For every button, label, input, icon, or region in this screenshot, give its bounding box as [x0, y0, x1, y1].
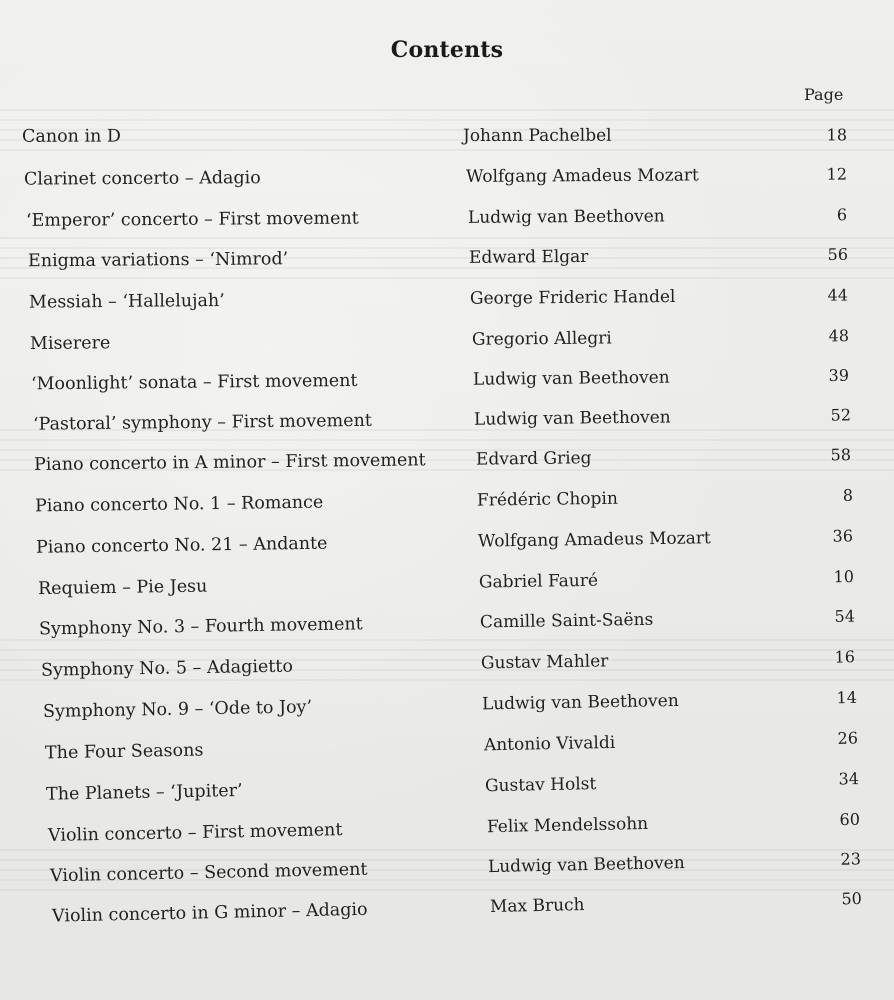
toc-entry	[0, 767, 894, 808]
piece-title: Piano concerto No. 21 – Andante	[35, 533, 328, 558]
page-number: 12	[826, 164, 848, 184]
composer-name: Frédéric Chopin	[476, 488, 618, 511]
toc-entry	[0, 605, 894, 643]
page-number: 26	[837, 728, 859, 748]
toc-entry	[0, 808, 894, 850]
toc-entry	[0, 163, 894, 192]
piece-title: ‘Pastoral’ symphony – First movement	[32, 410, 372, 435]
piece-title: Piano concerto in A minor – First movement	[33, 450, 426, 476]
toc-entry	[0, 444, 894, 479]
piece-title: Symphony No. 3 – Fourth movement	[38, 614, 363, 640]
composer-name: Edward Elgar	[468, 246, 589, 268]
toc-entry	[0, 364, 894, 397]
piece-title: The Planets – ‘Jupiter’	[45, 780, 243, 805]
piece-title: Miserere	[29, 333, 111, 355]
page-number: 60	[839, 809, 861, 830]
page-number: 39	[828, 365, 850, 386]
composer-name: Ludwig van Beethoven	[487, 853, 685, 878]
page-column-heading: Page	[804, 85, 844, 104]
page-number: 34	[838, 769, 860, 789]
toc-entry	[0, 325, 894, 358]
toc-entry	[0, 484, 894, 520]
page-number: 58	[830, 445, 852, 465]
composer-name: Ludwig van Beethoven	[481, 690, 679, 715]
piece-title: Symphony No. 9 – ‘Ode to Joy’	[42, 697, 313, 723]
toc-entry	[0, 887, 894, 930]
composer-name: Wolfgang Amadeus Mozart	[477, 528, 711, 552]
toc-entry	[0, 243, 894, 274]
piece-title: Violin concerto – Second movement	[49, 859, 368, 887]
page-number: 23	[840, 849, 862, 869]
piece-title: Piano concerto No. 1 – Romance	[34, 492, 324, 517]
toc-entry	[0, 686, 894, 726]
composer-name: Gustav Holst	[484, 774, 597, 797]
page-number: 44	[827, 285, 849, 305]
composer-name: Gustav Mahler	[480, 651, 609, 674]
composer-name: Ludwig van Beethoven	[467, 206, 665, 228]
page-number: 8	[842, 485, 854, 505]
toc-entry	[0, 565, 894, 602]
page-number: 6	[836, 205, 848, 225]
piece-title: Symphony No. 5 – Adagietto	[40, 656, 294, 681]
composer-name: Gabriel Fauré	[478, 570, 599, 593]
piece-title: Violin concerto – First movement	[47, 820, 343, 847]
composer-name: Felix Mendelssohn	[486, 813, 649, 838]
page-number: 52	[830, 405, 852, 425]
toc-entry	[0, 525, 894, 561]
piece-title: The Four Seasons	[44, 740, 204, 764]
composer-name: George Frideric Handel	[469, 287, 676, 309]
page-number: 54	[834, 606, 856, 626]
piece-title: Violin concerto in G minor – Adagio	[51, 899, 368, 927]
composer-name: Ludwig van Beethoven	[472, 367, 670, 390]
composer-name: Wolfgang Amadeus Mozart	[465, 165, 699, 187]
composer-name: Camille Saint-Saëns	[479, 609, 654, 633]
piece-title: Clarinet concerto – Adagio	[23, 168, 261, 190]
toc-entry	[0, 284, 894, 316]
composer-name: Johann Pachelbel	[462, 125, 612, 146]
page-number: 36	[832, 526, 854, 546]
composer-name: Max Bruch	[489, 895, 585, 918]
toc-entry	[0, 404, 894, 438]
piece-title: Requiem – Pie Jesu	[37, 576, 208, 600]
toc-entry	[0, 727, 894, 767]
toc-entry	[0, 124, 894, 150]
composer-name: Ludwig van Beethoven	[473, 407, 671, 430]
page-number: 10	[833, 566, 855, 587]
page-number: 16	[834, 647, 856, 667]
page-number: 50	[841, 888, 863, 909]
piece-title: ‘Emperor’ concerto – First movement	[25, 208, 359, 231]
piece-title: ‘Moonlight’ sonata – First movement	[30, 370, 358, 395]
piece-title: Enigma variations – ‘Nimrod’	[27, 249, 289, 272]
toc-entry	[0, 646, 894, 685]
page-number: 56	[827, 244, 849, 265]
piece-title: Messiah – ‘Hallelujah’	[28, 290, 225, 313]
piece-title: Canon in D	[21, 126, 121, 147]
page-number: 18	[826, 125, 848, 145]
toc-entry	[0, 848, 894, 891]
page-number: 14	[836, 687, 858, 708]
composer-name: Edvard Grieg	[475, 448, 592, 470]
composer-name: Gregorio Allegri	[471, 328, 612, 350]
composer-name: Antonio Vivaldi	[483, 732, 616, 756]
contents-heading: Contents	[390, 37, 504, 63]
page-number: 48	[828, 326, 850, 346]
toc-entry	[0, 204, 894, 234]
